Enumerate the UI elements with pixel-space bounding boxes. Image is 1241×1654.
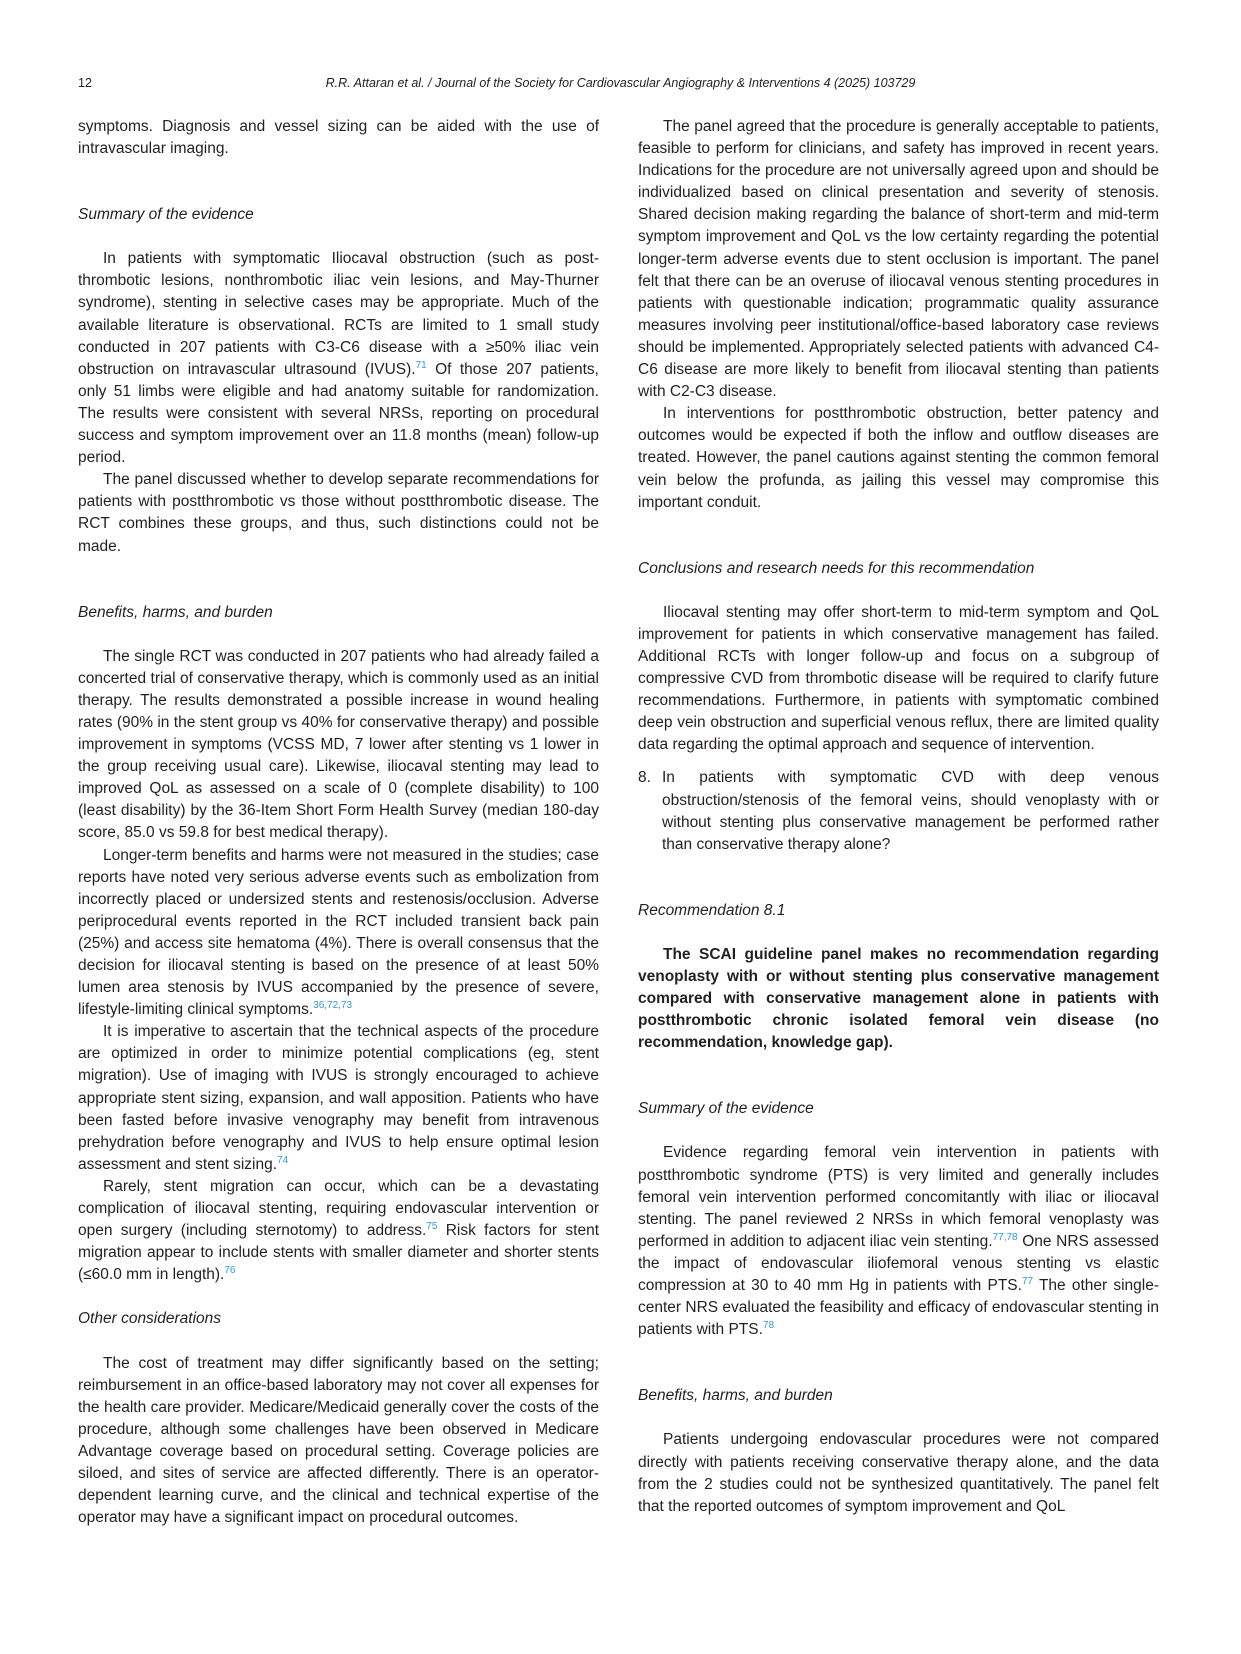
citation-link[interactable]: 36,72,73: [313, 1000, 353, 1012]
paragraph: Iliocaval stenting may offer short-term to mid-term symptom and QoL improvement for patients in which conservative management has failed. Additional RCTs with longer follow-up and focus on a subgroup of compressive CVD from thrombotic disease will be required to clarify future recommendations. Furthermore, in patients with symptomatic combined deep vein obstruction and superficial venous reflux, there are limited quality data regarding the optimal approach and sequence of intervention.: [638, 603, 1159, 754]
left-column: [78, 116, 599, 1529]
paragraph: In interventions for postthrombotic obstruction, better patency and outcomes would be expected if both the inflow and outflow diseases are treated. However, the panel cautions against stenting the common femoral vein below the profunda, as jailing this vessel may compromise this important conduit.: [638, 405, 1159, 511]
paragraph: [78, 845, 599, 1022]
paragraph-text: Rarely, stent migration can occur, which can be a devastating complication of iliocaval stenting, requiring endovascular intervention or open surgery (including sternotomy) to address.: [78, 1177, 599, 1240]
citation-link[interactable]: 75: [426, 1221, 438, 1233]
paragraph: The panel agreed that the procedure is generally acceptable to patients, feasible to perform for clinicians, and safety has improved in recent years. Indications for the procedure are not universally agreed upon and should be individualized based on clinical presentation and severity of stenosis. Shared decision making regarding the balance of short-term and mid-term symptom improvement and QoL vs the low certainty regarding the potential longer-term adverse events due to stent occlusion is important. The panel felt that there can be an overuse of iliocaval venous stenting procedures in patients with questionable indication; programmatic quality assurance measures involving peer institutional/office-based laboratory case reviews should be implemented. Appropriately selected patients with advanced C4-C6 disease are more likely to benefit from iliocaval stenting than patients with C2-C3 disease.: [638, 118, 1159, 401]
section-heading: Conclusions and research needs for this recommendation: [638, 559, 1035, 577]
paragraph: [78, 1021, 599, 1176]
question-text: In patients with symptomatic CVD with deep venous obstruction/stenosis of the femoral veins, should venoplasty with or without stenting plus conservative management be performed rather than conservative therapy alone?: [662, 769, 1159, 853]
paragraph: Patients undergoing endovascular procedures were not compared directly with patients receiving conservative therapy alone, and the data from the 2 studies could not be synthesized quantitatively. The panel felt that the reported outcomes of symptom improvement and QoL: [638, 1431, 1159, 1515]
right-column: [638, 116, 1159, 1518]
paragraph-text: In patients with symptomatic Iliocaval obstruction (such as post-thrombotic lesions, nonthrombotic iliac vein lesions, and May-Thurner syndrome), stenting in selective cases may be appropriate. Much of the available literature is observational. RCTs are limited to 1 small study conducted in 207 patients with C3-C6 disease with a ≥50% iliac vein obstruction on intravascular ultrasound (IVUS).: [78, 250, 599, 378]
paragraph-text: The other single-center NRS evaluated the feasibility and efficacy of endovascular stenting in patients with PTS.: [638, 1277, 1159, 1339]
question-number: 8.: [638, 769, 651, 787]
citation-link[interactable]: 77: [1021, 1276, 1034, 1288]
paragraph: [638, 1142, 1159, 1341]
section-heading: Benefits, harms, and burden: [78, 603, 273, 621]
section-heading: Summary of the evidence: [78, 206, 254, 224]
citation-link[interactable]: 74: [277, 1154, 289, 1166]
section-heading: Other considerations: [78, 1310, 222, 1328]
paragraph: [78, 1176, 599, 1286]
paragraph-text: Evidence regarding femoral vein intervention in patients with postthrombotic syndrome (PTS) is very limited and generally includes femoral vein intervention performed concomitantly with iliac or iliocaval stenting. The panel reviewed 2 NRSs in which femoral venoplasty was performed in addition to adjacent iliac vein stenting.: [638, 1144, 1159, 1250]
paragraph: The panel discussed whether to develop separate recommendations for patients with postthrombotic vs those without postthrombotic disease. The RCT combines these groups, and thus, such distinctions could not be made.: [78, 471, 599, 555]
paragraph-text: Longer-term benefits and harms were not measured in the studies; case reports have noted very serious adverse events such as embolization from incorrectly placed or undersized stents and restenosis/occlusion. Adverse periprocedural events reported in the RCT included transient back pain (25%) and access site hematoma (4%). There is overall consensus that the decision for iliocaval stenting is based on the presence of at least 50% lumen area stenosis by IVUS accompanied by the presence of severe, lifestyle-limiting clinical symptoms.: [78, 846, 599, 1019]
page-number: 12: [78, 76, 92, 90]
section-heading: Benefits, harms, and burden: [638, 1387, 833, 1405]
citation-link[interactable]: 78: [762, 1320, 775, 1332]
citation-link[interactable]: 76: [224, 1265, 236, 1277]
recommendation-text: The SCAI guideline panel makes no recommendation regarding venoplasty with or without stenting plus conservative management compared with conservative management alone in patients with postthrombotic chronic isolated femoral vein disease (no recommendation, knowledge gap).: [638, 945, 1159, 1052]
section-heading: Recommendation 8.1: [638, 901, 786, 919]
paragraph: The cost of treatment may differ significantly based on the setting; reimbursement in an office-based laboratory may not cover all expenses for the health care provider. Medicare/Medicaid generally cover the costs of the procedure, although some challenges have been observed in Medicare Advantage coverage based on procedural setting. Coverage policies are siloed, and sites of service are affected differently. There is an operator-dependent learning curve, and the clinical and technical expertise of the operator may have a significant impact on procedural outcomes.: [78, 1354, 599, 1527]
paragraph-text: Risk factors for stent migration appear to include stents with smaller diameter and shorter stents (≤60.0 mm in length).: [78, 1222, 599, 1284]
page-header: [78, 76, 1163, 96]
paragraph-text: It is imperative to ascertain that the technical aspects of the procedure are optimized in order to minimize potential complications (eg, stent migration). Use of imaging with IVUS is strongly encouraged to achieve appropriate stent sizing, expansion, and wall apposition. Patients who have been fasted before invasive venography may benefit from intravenous prehydration before venography and IVUS to help ensure optimal lesion assessment and stent sizing.: [78, 1023, 599, 1173]
paragraph: [78, 248, 599, 469]
paragraph: symptoms. Diagnosis and vessel sizing can be aided with the use of intravascular imaging.: [78, 118, 599, 158]
section-heading: Summary of the evidence: [638, 1100, 814, 1118]
running-head: R.R. Attaran et al. / Journal of the Society for Cardiovascular Angiography & Interventions 4 (2025) 103729: [325, 76, 916, 90]
citation-link[interactable]: 71: [415, 359, 427, 371]
paragraph-text: One NRS assessed the impact of endovascular iliofemoral venous stenting vs elastic compression at 30 to 40 mm Hg in patients with PTS.: [638, 1232, 1159, 1295]
paragraph: The single RCT was conducted in 207 patients who had already failed a concerted trial of conservative therapy, which is commonly used as an initial therapy. The results demonstrated a possible increase in wound healing rates (90% in the stent group vs 40% for conservative therapy) and possible improvement in symptoms (VCSS MD, 7 lower after stenting vs 1 lower in the group receiving usual care). Likewise, iliocaval stenting may lead to improved QoL as assessed on a scale of 0 (complete disability) to 100 (least disability) by the 36-Item Short Form Health Survey (median 180-day score, 85.0 vs 59.8 for best medical therapy).: [78, 647, 599, 842]
question-item: [638, 767, 1159, 855]
citation-link[interactable]: 77,78: [992, 1231, 1018, 1243]
paragraph-text: Of those 207 patients, only 51 limbs were eligible and had anatomy suitable for randomization. The results were consistent with several NRSs, reporting on procedural success and symptom improvement over an 11.8 months (mean) follow-up period.: [78, 360, 599, 467]
